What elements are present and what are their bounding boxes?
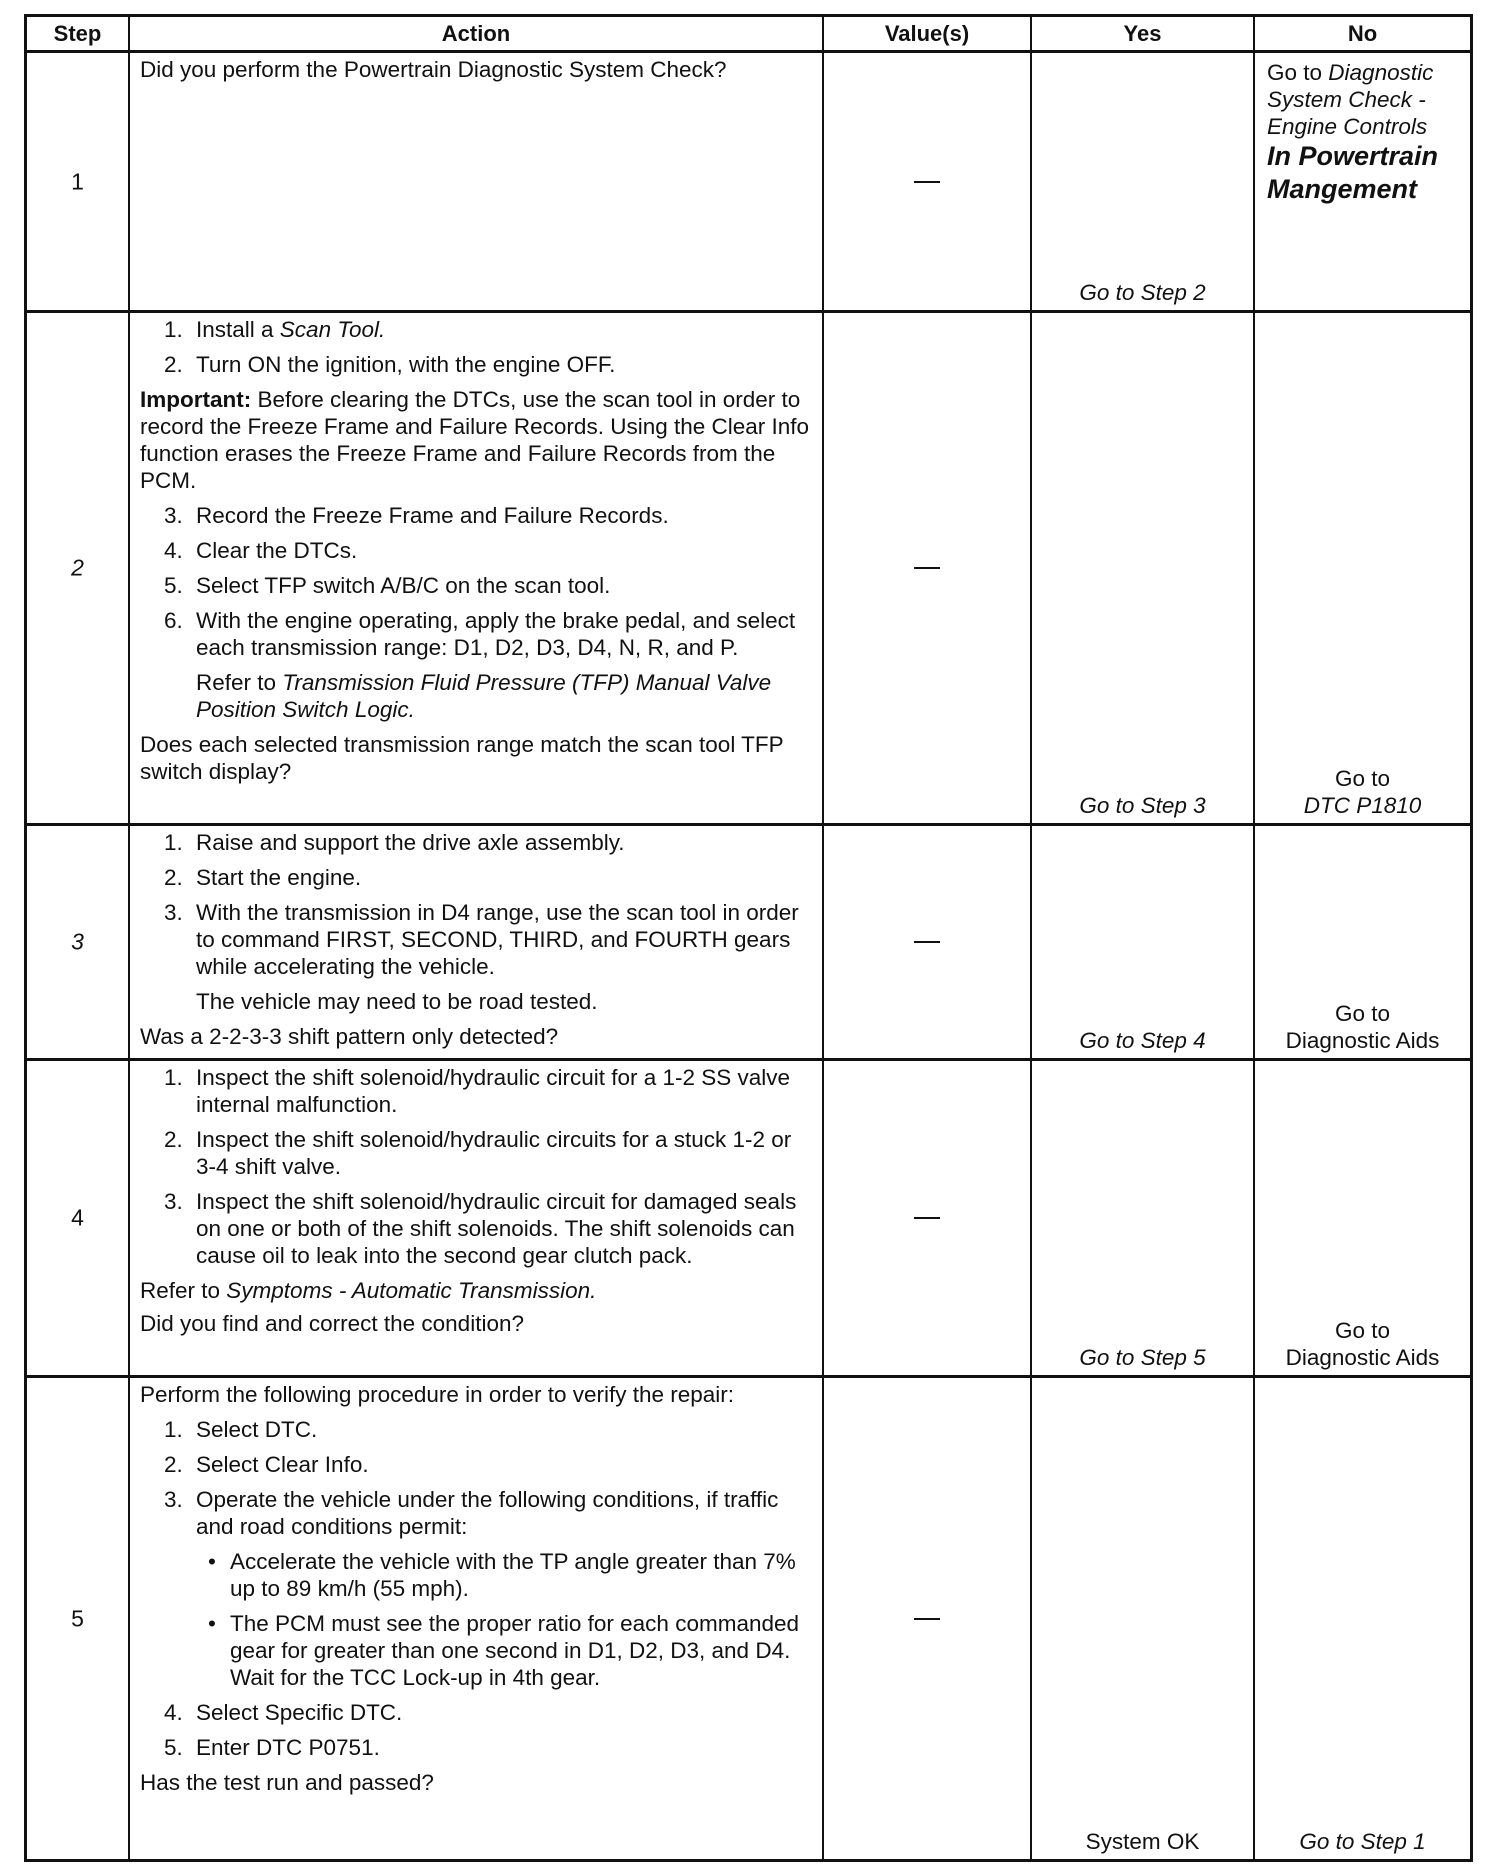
action-cell (130, 313, 824, 823)
step-number: 2 (71, 554, 84, 581)
step-number: 3 (71, 928, 84, 955)
no-cell (1255, 313, 1470, 823)
bullet-item: • Accelerate the vehicle with the TP angle greater than 7% up to 89 km/h (55 mph). (208, 1549, 796, 1601)
step-cell (27, 826, 130, 1058)
list-item: 3. Record the Freeze Frame and Failure Records. (164, 503, 669, 528)
step-cell (27, 53, 130, 310)
no-bold-ref-1: In Powertrain (1267, 141, 1439, 171)
action-cell (130, 53, 824, 310)
list-item: 5. Select TFP switch A/B/C on the scan tool. (164, 573, 611, 598)
value-cell (824, 826, 1032, 1058)
action-question: Did you find and correct the condition? (140, 1311, 524, 1336)
no-cell (1255, 1378, 1470, 1859)
no-cell (1255, 1061, 1470, 1375)
list-item: 2. Start the engine. (164, 865, 362, 890)
no-link[interactable]: Go to DTC P1810 (1303, 766, 1422, 818)
step-cell (27, 313, 130, 823)
action-question: Does each selected transmission range match the scan tool TFP switch display? (140, 732, 784, 784)
refer-note: Refer to Transmission Fluid Pressure (TFP) Manual Valve Position Switch Logic. (196, 670, 772, 722)
important-note: Important: Before clearing the DTCs, use the scan tool in order to record the Freeze Frame and Failure Records. Using the Clear Info function erases the Freeze Frame and Failure Records from the PCM. (140, 387, 810, 493)
table-header (27, 17, 1470, 53)
header-step: Step (27, 17, 130, 50)
value-text (915, 168, 939, 196)
value-cell (824, 53, 1032, 310)
step-cell (27, 1061, 130, 1375)
no-link[interactable]: Go to Step 1 (1299, 1829, 1426, 1854)
no-link[interactable] (1267, 59, 1464, 206)
list-item: 1. Inspect the shift solenoid/hydraulic circuit for a 1-2 SS valve internal malfunction. (164, 1065, 791, 1117)
value-cell (824, 313, 1032, 823)
yes-cell (1032, 1061, 1255, 1375)
no-prefix: Go to (1267, 60, 1323, 85)
list-item: 3. With the transmission in D4 range, use the scan tool in order to command FIRST, SECOND, THIRD, and FOURTH gears while accelerating the vehicle. (164, 900, 799, 979)
yes-link[interactable]: Go to Step 2 (1079, 280, 1206, 305)
header-no: No (1347, 21, 1378, 46)
no-italic-ref: Diagnostic System Check - Engine Controls (1267, 60, 1434, 139)
list-item: 5. Enter DTC P0751. (164, 1735, 380, 1760)
list-item: 2. Select Clear Info. (164, 1452, 369, 1477)
header-values: Value(s) (824, 17, 1032, 50)
yes-link[interactable]: Go to Step 3 (1079, 793, 1206, 818)
value-cell (824, 1061, 1032, 1375)
value-text (915, 928, 939, 956)
yes-cell (1032, 826, 1255, 1058)
yes-cell (1032, 313, 1255, 823)
table-row-step-5 (27, 1378, 1470, 1859)
table-row-step-1 (27, 53, 1470, 313)
no-link[interactable]: Go to Diagnostic Aids (1285, 1001, 1440, 1053)
step-number: 4 (71, 1204, 84, 1231)
yes-result: System OK (1085, 1829, 1200, 1854)
action-question: Has the test run and passed? (140, 1770, 434, 1795)
no-cell (1255, 826, 1470, 1058)
step-number: 1 (71, 168, 84, 194)
list-item: 1. Install a Scan Tool. (164, 317, 386, 342)
list-item: 2. Turn ON the ignition, with the engine OFF. (164, 352, 616, 377)
list-item: 3. Inspect the shift solenoid/hydraulic circuit for damaged seals on one or both of the shift solenoids. The shift solenoids can cause oil to leak into the second gear clutch pack. (164, 1189, 797, 1268)
no-cell (1255, 53, 1470, 310)
step-number: 5 (71, 1605, 84, 1631)
action-cell (130, 1378, 824, 1859)
action-question: Was a 2-2-3-3 shift pattern only detected? (140, 1024, 559, 1049)
bullet-item: • The PCM must see the proper ratio for each commanded gear for greater than one second in D1, D2, D3, and D4. Wait for the TCC Lock-up in 4th gear. (208, 1611, 800, 1690)
yes-link[interactable]: Go to Step 4 (1079, 1028, 1206, 1053)
list-item: 4. Select Specific DTC. (164, 1700, 403, 1725)
action-question: Did you perform the Powertrain Diagnostic System Check? (140, 57, 727, 82)
list-item: 6. With the engine operating, apply the brake pedal, and select each transmission range: D1, D2, D3, D4, N, R, and P. (164, 608, 796, 660)
list-item: 3. Operate the vehicle under the following conditions, if traffic and road conditions permit: (164, 1487, 779, 1539)
list-item: 4. Clear the DTCs. (164, 538, 358, 563)
value-text (915, 1605, 939, 1633)
yes-cell (1032, 1378, 1255, 1859)
yes-link[interactable]: Go to Step 5 (1079, 1345, 1206, 1370)
step-cell (27, 1378, 130, 1859)
no-link[interactable]: Go to Diagnostic Aids (1285, 1318, 1440, 1370)
value-text (915, 1204, 939, 1232)
list-item: 1. Raise and support the drive axle assembly. (164, 830, 625, 855)
list-item: 1. Select DTC. (164, 1417, 318, 1442)
intro-text: Perform the following procedure in order to verify the repair: (140, 1382, 735, 1407)
table-row-step-3 (27, 826, 1470, 1061)
header-yes: Yes (1032, 17, 1255, 50)
header-action: Action (130, 17, 824, 50)
no-bold-ref-2: Mangement (1267, 174, 1418, 204)
table-row-step-2 (27, 313, 1470, 826)
diagnostic-table (24, 14, 1473, 1862)
list-item: 2. Inspect the shift solenoid/hydraulic circuits for a stuck 1-2 or 3-4 shift valve. (164, 1127, 792, 1179)
table-row-step-4 (27, 1061, 1470, 1378)
action-cell (130, 1061, 824, 1375)
yes-cell (1032, 53, 1255, 310)
refer-note: Refer to Symptoms - Automatic Transmission. (140, 1278, 597, 1303)
action-cell (130, 826, 824, 1058)
note: The vehicle may need to be road tested. (196, 989, 598, 1014)
value-cell (824, 1378, 1032, 1859)
value-text (915, 554, 939, 582)
